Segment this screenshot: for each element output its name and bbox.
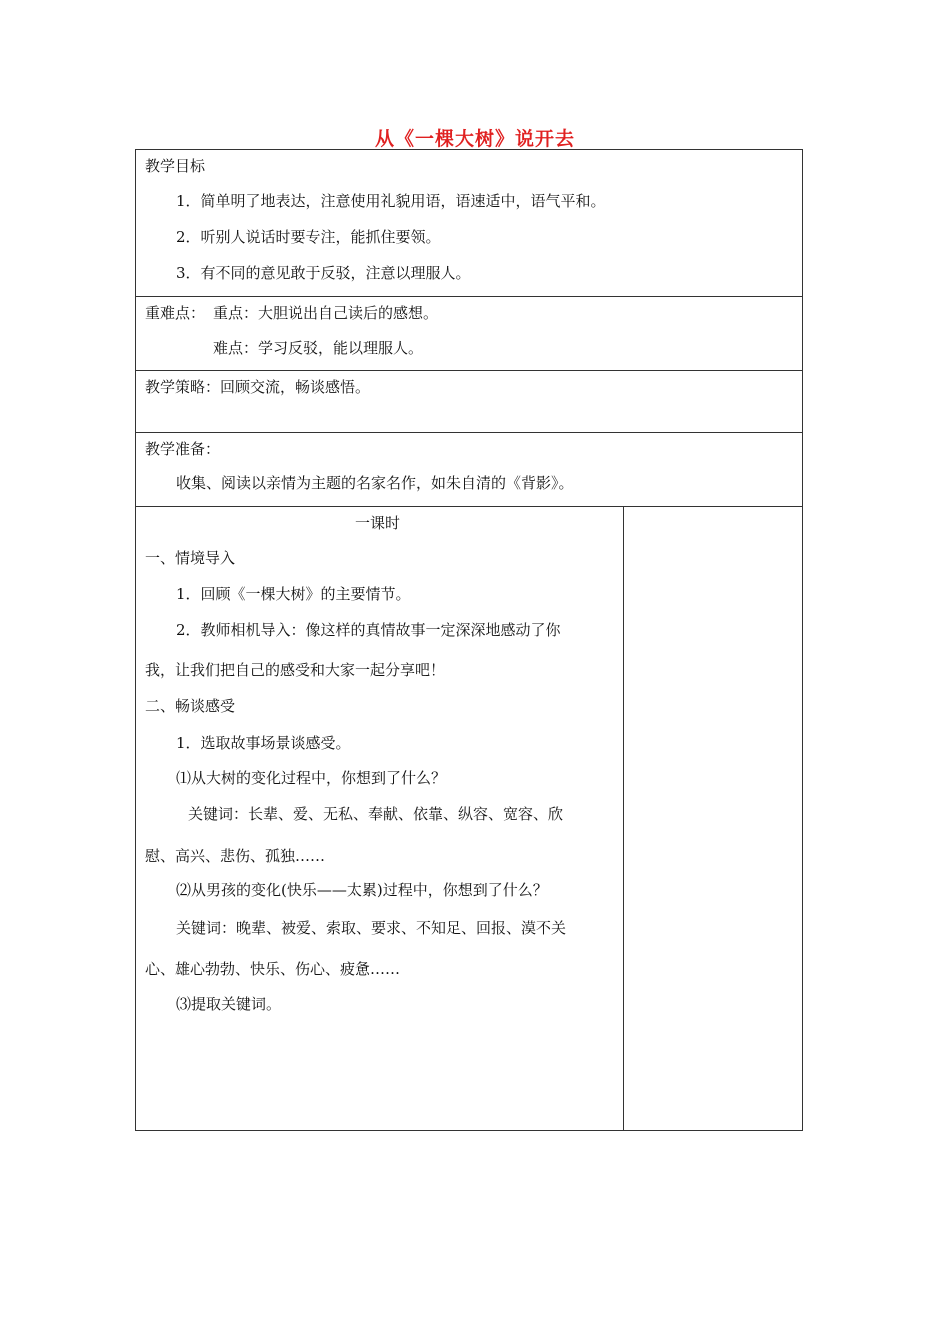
lesson-item: 2．教师相机导入：像这样的真情故事一定深深地感动了你 [176, 621, 561, 639]
part-heading: 一、情境导入 [145, 549, 236, 567]
objective-item: 1．简单明了地表达，注意使用礼貌用语，语速适中，语气平和。 [176, 192, 606, 210]
lesson-item: 1．选取故事场景谈感受。 [176, 734, 351, 752]
strategy-section [135, 370, 803, 432]
part-heading: 二、畅谈感受 [145, 697, 236, 715]
keywords: 关键词：长辈、爱、无私、奉献、依靠、纵容、宽容、欣 [188, 805, 564, 823]
lesson-item: 1．回顾《一棵大树》的主要情节。 [176, 585, 411, 603]
lesson-period: 一课时 [355, 514, 401, 532]
keywords: 关键词：晚辈、被爱、索取、要求、不知足、回报、漠不关 [176, 919, 567, 937]
objectives-heading: 教学目标 [145, 157, 206, 175]
lesson-item-continued: 我，让我们把自己的感受和大家一起分享吧！ [145, 661, 446, 679]
difficult-point: 难点：学习反驳，能以理服人。 [213, 339, 424, 357]
preparation-text: 收集、阅读以亲情为主题的名家名作，如朱自清的《背影》。 [176, 474, 574, 492]
question: ⑴从大树的变化过程中，你想到了什么？ [176, 769, 447, 787]
preparation-section [135, 432, 803, 506]
lesson-section [135, 506, 803, 1131]
key-points-section [135, 296, 803, 370]
question: ⑵从男孩的变化(快乐——太累)过程中，你想到了什么？ [176, 881, 548, 899]
key-point: 重点：大胆说出自己读后的感想。 [213, 304, 439, 322]
preparation-heading: 教学准备： [145, 440, 221, 458]
question: ⑶提取关键词。 [176, 995, 282, 1013]
document-title: 从《一棵大树》说开去 [374, 128, 575, 150]
keywords-continued: 心、雄心勃勃、快乐、伤心、疲惫…… [145, 960, 401, 978]
strategy-text: 教学策略：回顾交流，畅谈感悟。 [145, 378, 371, 396]
keywords-continued: 慰、高兴、悲伤、孤独…… [145, 847, 326, 865]
key-points-label: 重难点： [145, 304, 206, 322]
objective-item: 3．有不同的意见敢于反驳，注意以理服人。 [176, 264, 471, 282]
objective-item: 2．听别人说话时要专注，能抓住要领。 [176, 228, 441, 246]
objectives-section [135, 149, 803, 296]
column-divider [623, 507, 624, 1131]
